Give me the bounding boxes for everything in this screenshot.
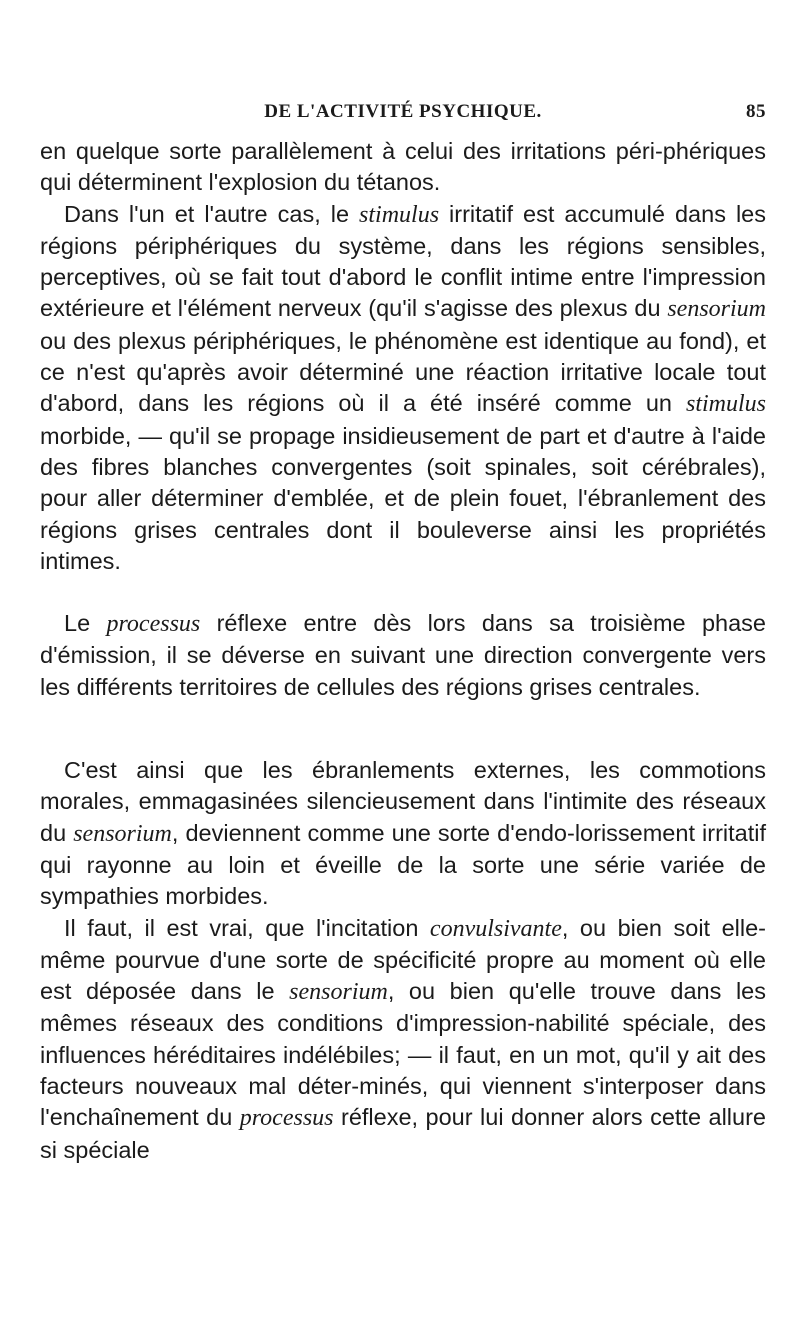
- paragraph-ebranlements: [40, 755, 766, 912]
- text-run: ou des plexus périphériques, le phénomène est identique au fond), et ce n'est qu'après avoir déterminé une réaction irritative locale tout d'abord, dans les régions où il a été inséré comme un: [40, 327, 766, 417]
- italic-term: stimulus: [359, 201, 440, 228]
- text-run: réflexe entre dès lors dans sa troisième phase d'émission, il se déverse en suivant une direction convergente vers les différents territoires de cellules des régions grises centrales.: [40, 610, 766, 700]
- text-run: irritatif est accumulé dans les régions périphériques du système, dans les régions sensibles, perceptives, où se fait tout d'abord le conflit intime entre l'impression extérieure et l'élément nerveux (qu'il s'agisse des plexus du: [40, 200, 766, 322]
- paragraph-stimulus: [40, 199, 766, 578]
- italic-term: stimulus: [685, 391, 766, 418]
- body-text: [40, 136, 766, 1166]
- running-title: DE L'ACTIVITÉ PSYCHIQUE.: [264, 101, 542, 122]
- italic-term: convulsivante: [429, 915, 562, 942]
- text-run: Le: [64, 610, 107, 637]
- text-run: en quelque sorte parallèlement à celui des irritations péri-phériques qui déterminent l'explosion du tétanos.: [40, 138, 766, 196]
- italic-term: sensorium: [289, 979, 388, 1006]
- paragraph-continuation: [40, 136, 766, 199]
- text-run: , deviennent comme une sorte d'endo-lorissement irritatif qui rayonne au loin et éveille de la sorte une série variée de sympathies morbides.: [40, 819, 767, 910]
- text-run: Il faut, il est vrai, que l'incitation: [64, 914, 430, 941]
- paragraph-incitation: [40, 913, 766, 1166]
- text-run: Dans l'un et l'autre cas, le: [64, 200, 360, 227]
- text-run: réflexe, pour lui donner alors cette allure si spéciale: [40, 1104, 766, 1163]
- page-number: 85: [746, 101, 766, 122]
- italic-term: processus: [239, 1105, 334, 1132]
- italic-term: processus: [106, 611, 201, 638]
- text-run: morbide, — qu'il se propage insidieusement de part et d'autre à l'aide des fibres blanches convergentes (soit spinales, soit cérébrales), pour aller déterminer d'emblée, et de plein fouet, l'ébranlement des régions grises centrales dont il bouleverse ainsi les propriétés intimes.: [40, 422, 766, 574]
- paragraph-processus: [40, 608, 766, 703]
- running-header: [40, 101, 766, 125]
- italic-term: sensorium: [73, 820, 172, 847]
- italic-term: sensorium: [667, 296, 766, 323]
- text-run: C'est ainsi que les ébranlements externes, les commotions morales, emmagasinées silencieusement dans l'intimite des réseaux du: [40, 757, 766, 846]
- text-run: , ou bien qu'elle trouve dans les mêmes réseaux des conditions d'impression-nabilité spéciale, des influences héréditaires indélébiles; — il faut, en un mot, qu'il y ait des facteurs nouveaux mal déter-minés, qui viennent s'interposer dans l'enchaînement du: [40, 978, 766, 1131]
- text-run: , ou bien soit elle-même pourvue d'une sorte de spécificité propre au moment où elle est déposée dans le: [40, 914, 766, 1005]
